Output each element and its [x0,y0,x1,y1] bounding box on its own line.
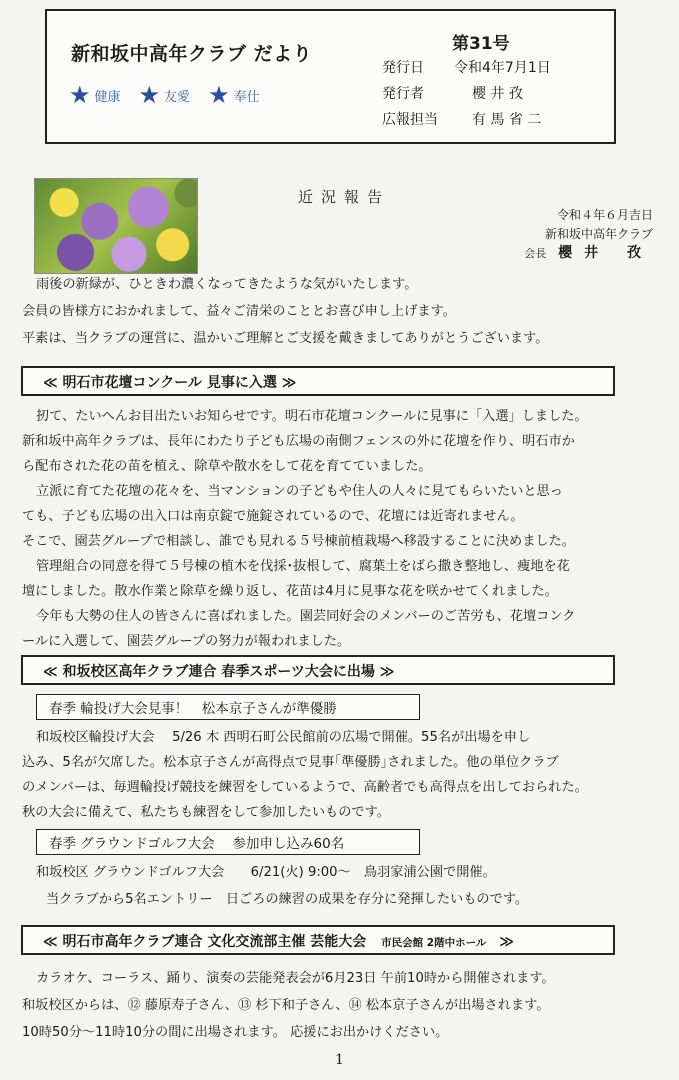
star-icon: ★ [138,81,161,109]
star-icon: ★ [69,81,91,109]
article-line: ても、子ども広場の出入口は南京錠で施錠されているので、花壇には近寄れません。 [22,509,524,524]
article-line: 10時50分～11時10分の間に出場されます。 応援にお出かけください。 [22,1025,449,1040]
article-line: 立派に育てた花壇の花々を、当マンションの子どもや住人の人々に見てもらいたいと思っ [36,484,563,499]
greeting-line: 会員の皆様方におかれまして、益々ご清栄のこととお喜び申し上げます。 [22,304,456,319]
section-heading-performance [21,925,615,955]
president-label: 会長 [524,247,547,260]
meta-value: 櫻 井 孜 [472,86,523,102]
section-heading-flower: ≪ 明石市花壇コンクール 見事に入選 ≫ [21,366,615,396]
newsletter-title: 新和坂中高年クラブ だより [71,43,313,65]
subheading-ringtoss: 春季 輪投げ大会見事！ 松本京子さんが準優勝 [36,694,420,720]
article-line: 管理組合の同意を得て５号棟の植木を伐採･抜根して、腐葉土をばら撒き整地し、痩地を花 [36,559,570,574]
report-sender [524,206,653,263]
meta-value: 有 馬 省 二 [472,112,542,128]
article-line: ールに入選して、園芸グループの努力が報われました。 [22,634,351,649]
heading-close: ≫ [499,934,514,950]
report-date: 令和４年６月吉日 [556,208,653,222]
meta-row [382,107,551,133]
motto-label: 奉仕 [233,89,260,105]
article-line: 壇にしました。散水作業と除草を繰り返し、花苗は4月に見事な花を咲かせてくれました。 [22,584,558,599]
motto-item [69,83,121,107]
hydrangea-photo [34,178,198,274]
article-line: 秋の大会に備えて、私たちも練習をして参加したいものです。 [22,805,390,820]
newsletter-header [45,9,616,144]
meta-label: 広報担当 [382,112,438,128]
article-line: 新和坂中高年クラブは、長年にわたり子ども広場の南側フェンスの外に花壇を作り、明石市か [22,434,575,449]
star-icon: ★ [208,81,230,109]
meta-label: 発行者 [382,86,424,102]
article-line: 扨て、たいへんお目出たいお知らせです。明石市花壇コンクールに見事に「入選」しました。 [36,409,588,424]
motto-label: 健康 [94,89,121,105]
meta-row [382,55,551,81]
venue-label: 市民会館 2階中ホール [381,937,487,949]
meta-row [382,81,551,107]
motto-list [69,83,260,107]
article-line: のメンバーは、毎週輪投げ競技を練習をしているようで、高齢者でも高得点を出しておられた。 [22,780,588,795]
section-heading-sports: ≪ 和坂校区高年クラブ連合 春季スポーツ大会に出場 ≫ [21,655,615,685]
article-line: ら配布された花の苗を植え、除草や散水をして花を育てていました。 [22,459,432,474]
article-line: カラオケ、コーラス、踊り、演奏の芸能発表会が6月23日 午前10時から開催されます。 [36,971,555,986]
motto-label: 友愛 [164,89,191,105]
meta-label: 発行日 [382,60,424,76]
report-president [524,244,653,263]
page-number: 1 [335,1052,344,1068]
report-club: 新和坂中高年クラブ [544,227,653,241]
article-line: 今年も大勢の住人の皆さんに喜ばれました。園芸同好会のメンバーのご苦労も、花壇コンク [36,609,576,624]
meta-value: 令和4年7月1日 [454,60,551,76]
article-line: 和坂校区 グラウンドゴルフ大会 6/21(火) 9:00～ 鳥羽家浦公園で開催。 [36,865,496,880]
article-line: 和坂校区輪投げ大会 5/26 木 西明石町公民館前の広場で開催。55名が出場を申し [36,730,531,745]
article-line: そこで、園芸グループで相談し、誰でも見れる５号棟前植栽場へ移設することに決めました。 [22,534,575,549]
article-line: 当クラブから5名エントリー 日ごろの練習の成果を存分に発揮したいものです。 [46,892,529,907]
motto-item [208,83,260,107]
greeting-line: 雨後の新緑が、ひときわ濃くなってきたような気がいたします。 [36,277,418,292]
greeting-line: 平素は、当クラブの運営に、温かいご理解とご支援を戴きましてありがとうございます。 [22,331,549,346]
heading-text: ≪ 明石市高年クラブ連合 文化交流部主催 芸能大会 [43,934,367,950]
president-name: 櫻井 孜 [558,245,653,261]
publication-meta [382,55,551,133]
report-title: 近況報告 [298,188,391,206]
article-line: 和坂校区からは、⑫ 藤原寿子さん、⑬ 杉下和子さん、⑭ 松本京子さんが出場されます。 [22,998,550,1013]
motto-item [139,83,191,107]
subheading-groundgolf: 春季 グラウンドゴルフ大会 参加申し込み60名 [36,829,420,855]
article-line: 込み、5名が欠席した。松本京子さんが高得点で見事｢準優勝｣されました。他の単位クラブ [22,755,559,770]
issue-number: 第31号 [452,34,510,54]
